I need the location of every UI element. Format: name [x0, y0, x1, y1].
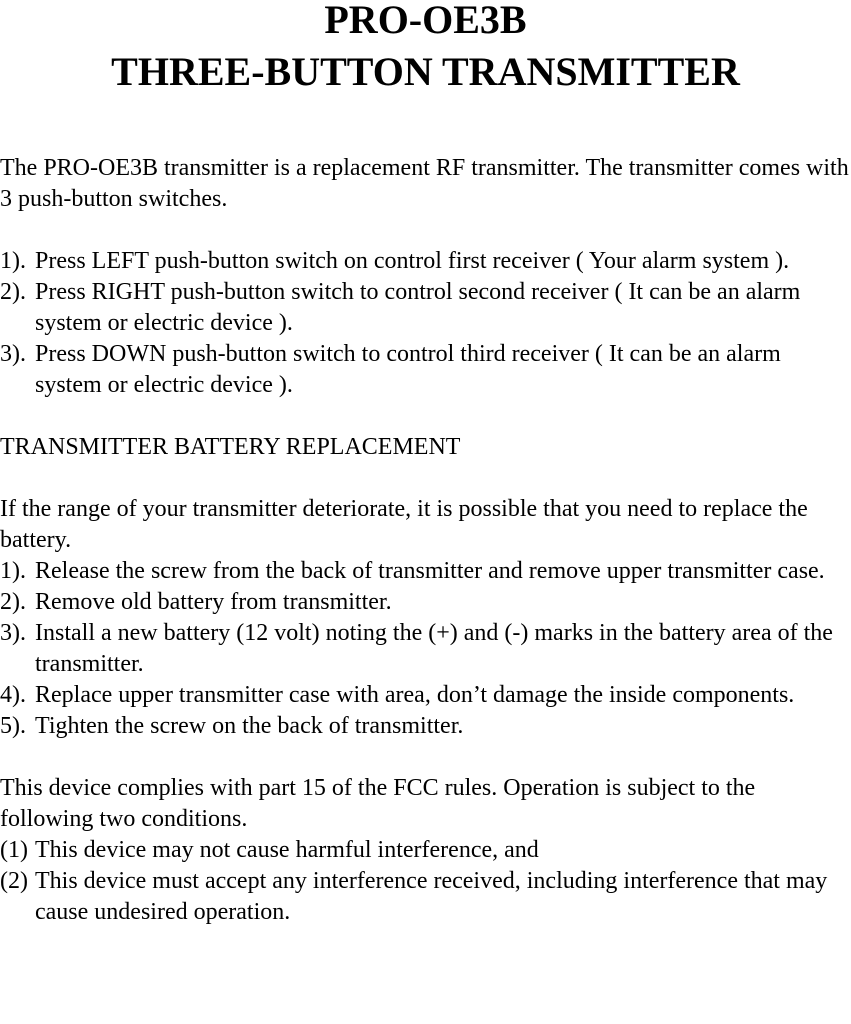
battery-heading: TRANSMITTER BATTERY REPLACEMENT: [0, 434, 461, 460]
list-item: [0, 680, 851, 711]
list-item-number: 5).: [0, 713, 26, 739]
list-item-number: 2).: [0, 589, 26, 615]
list-item: [0, 277, 851, 339]
list-item: [0, 246, 851, 277]
list-item-text: This device may not cause harmful interference, and: [35, 837, 539, 863]
list-item-text: Replace upper transmitter case with area, don’t damage the inside components.: [35, 682, 795, 708]
list-item: [0, 339, 851, 401]
list-item-number: 2).: [0, 279, 26, 305]
list-item-number: (2): [0, 868, 28, 894]
list-item: [0, 618, 851, 680]
fcc-paragraph: This device complies with part 15 of the FCC rules. Operation is subject to the following two conditions.: [0, 775, 756, 832]
intro-paragraph: The PRO-OE3B transmitter is a replacement RF transmitter. The transmitter comes with 3 push-button switches.: [0, 155, 849, 212]
list-item-text: This device must accept any interference received, including interference that may cause undesired operation.: [35, 868, 828, 925]
list-item-number: (1): [0, 837, 28, 863]
list-item-text: Press LEFT push-button switch on control first receiver ( Your alarm system ).: [35, 248, 790, 274]
document-body: [0, 153, 851, 928]
list-item-text: Tighten the screw on the back of transmitter.: [35, 713, 464, 739]
list-item-number: 4).: [0, 682, 26, 708]
title-model: PRO-OE3B: [324, 0, 527, 42]
list-item: [0, 835, 851, 866]
button-instructions-list: [0, 246, 851, 401]
list-item-number: 1).: [0, 248, 26, 274]
list-item: [0, 711, 851, 742]
list-item-text: Press DOWN push-button switch to control third receiver ( It can be an alarm system or electric device ).: [35, 341, 781, 398]
list-item: [0, 587, 851, 618]
fcc-conditions-list: [0, 835, 851, 928]
list-item-text: Remove old battery from transmitter.: [35, 589, 392, 615]
list-item-text: Press RIGHT push-button switch to control second receiver ( It can be an alarm system or electric device ).: [35, 279, 801, 336]
list-item: [0, 556, 851, 587]
battery-intro-paragraph: If the range of your transmitter deteriorate, it is possible that you need to replace the battery.: [0, 496, 808, 553]
list-item-number: 3).: [0, 341, 26, 367]
list-item-text: Release the screw from the back of transmitter and remove upper transmitter case.: [35, 558, 825, 584]
title-product: THREE-BUTTON TRANSMITTER: [111, 49, 740, 94]
battery-steps-list: [0, 556, 851, 742]
list-item: [0, 866, 851, 928]
list-item-text: Install a new battery (12 volt) noting the (+) and (-) marks in the battery area of the transmitter.: [35, 620, 833, 677]
list-item-number: 3).: [0, 620, 26, 646]
list-item-number: 1).: [0, 558, 26, 584]
